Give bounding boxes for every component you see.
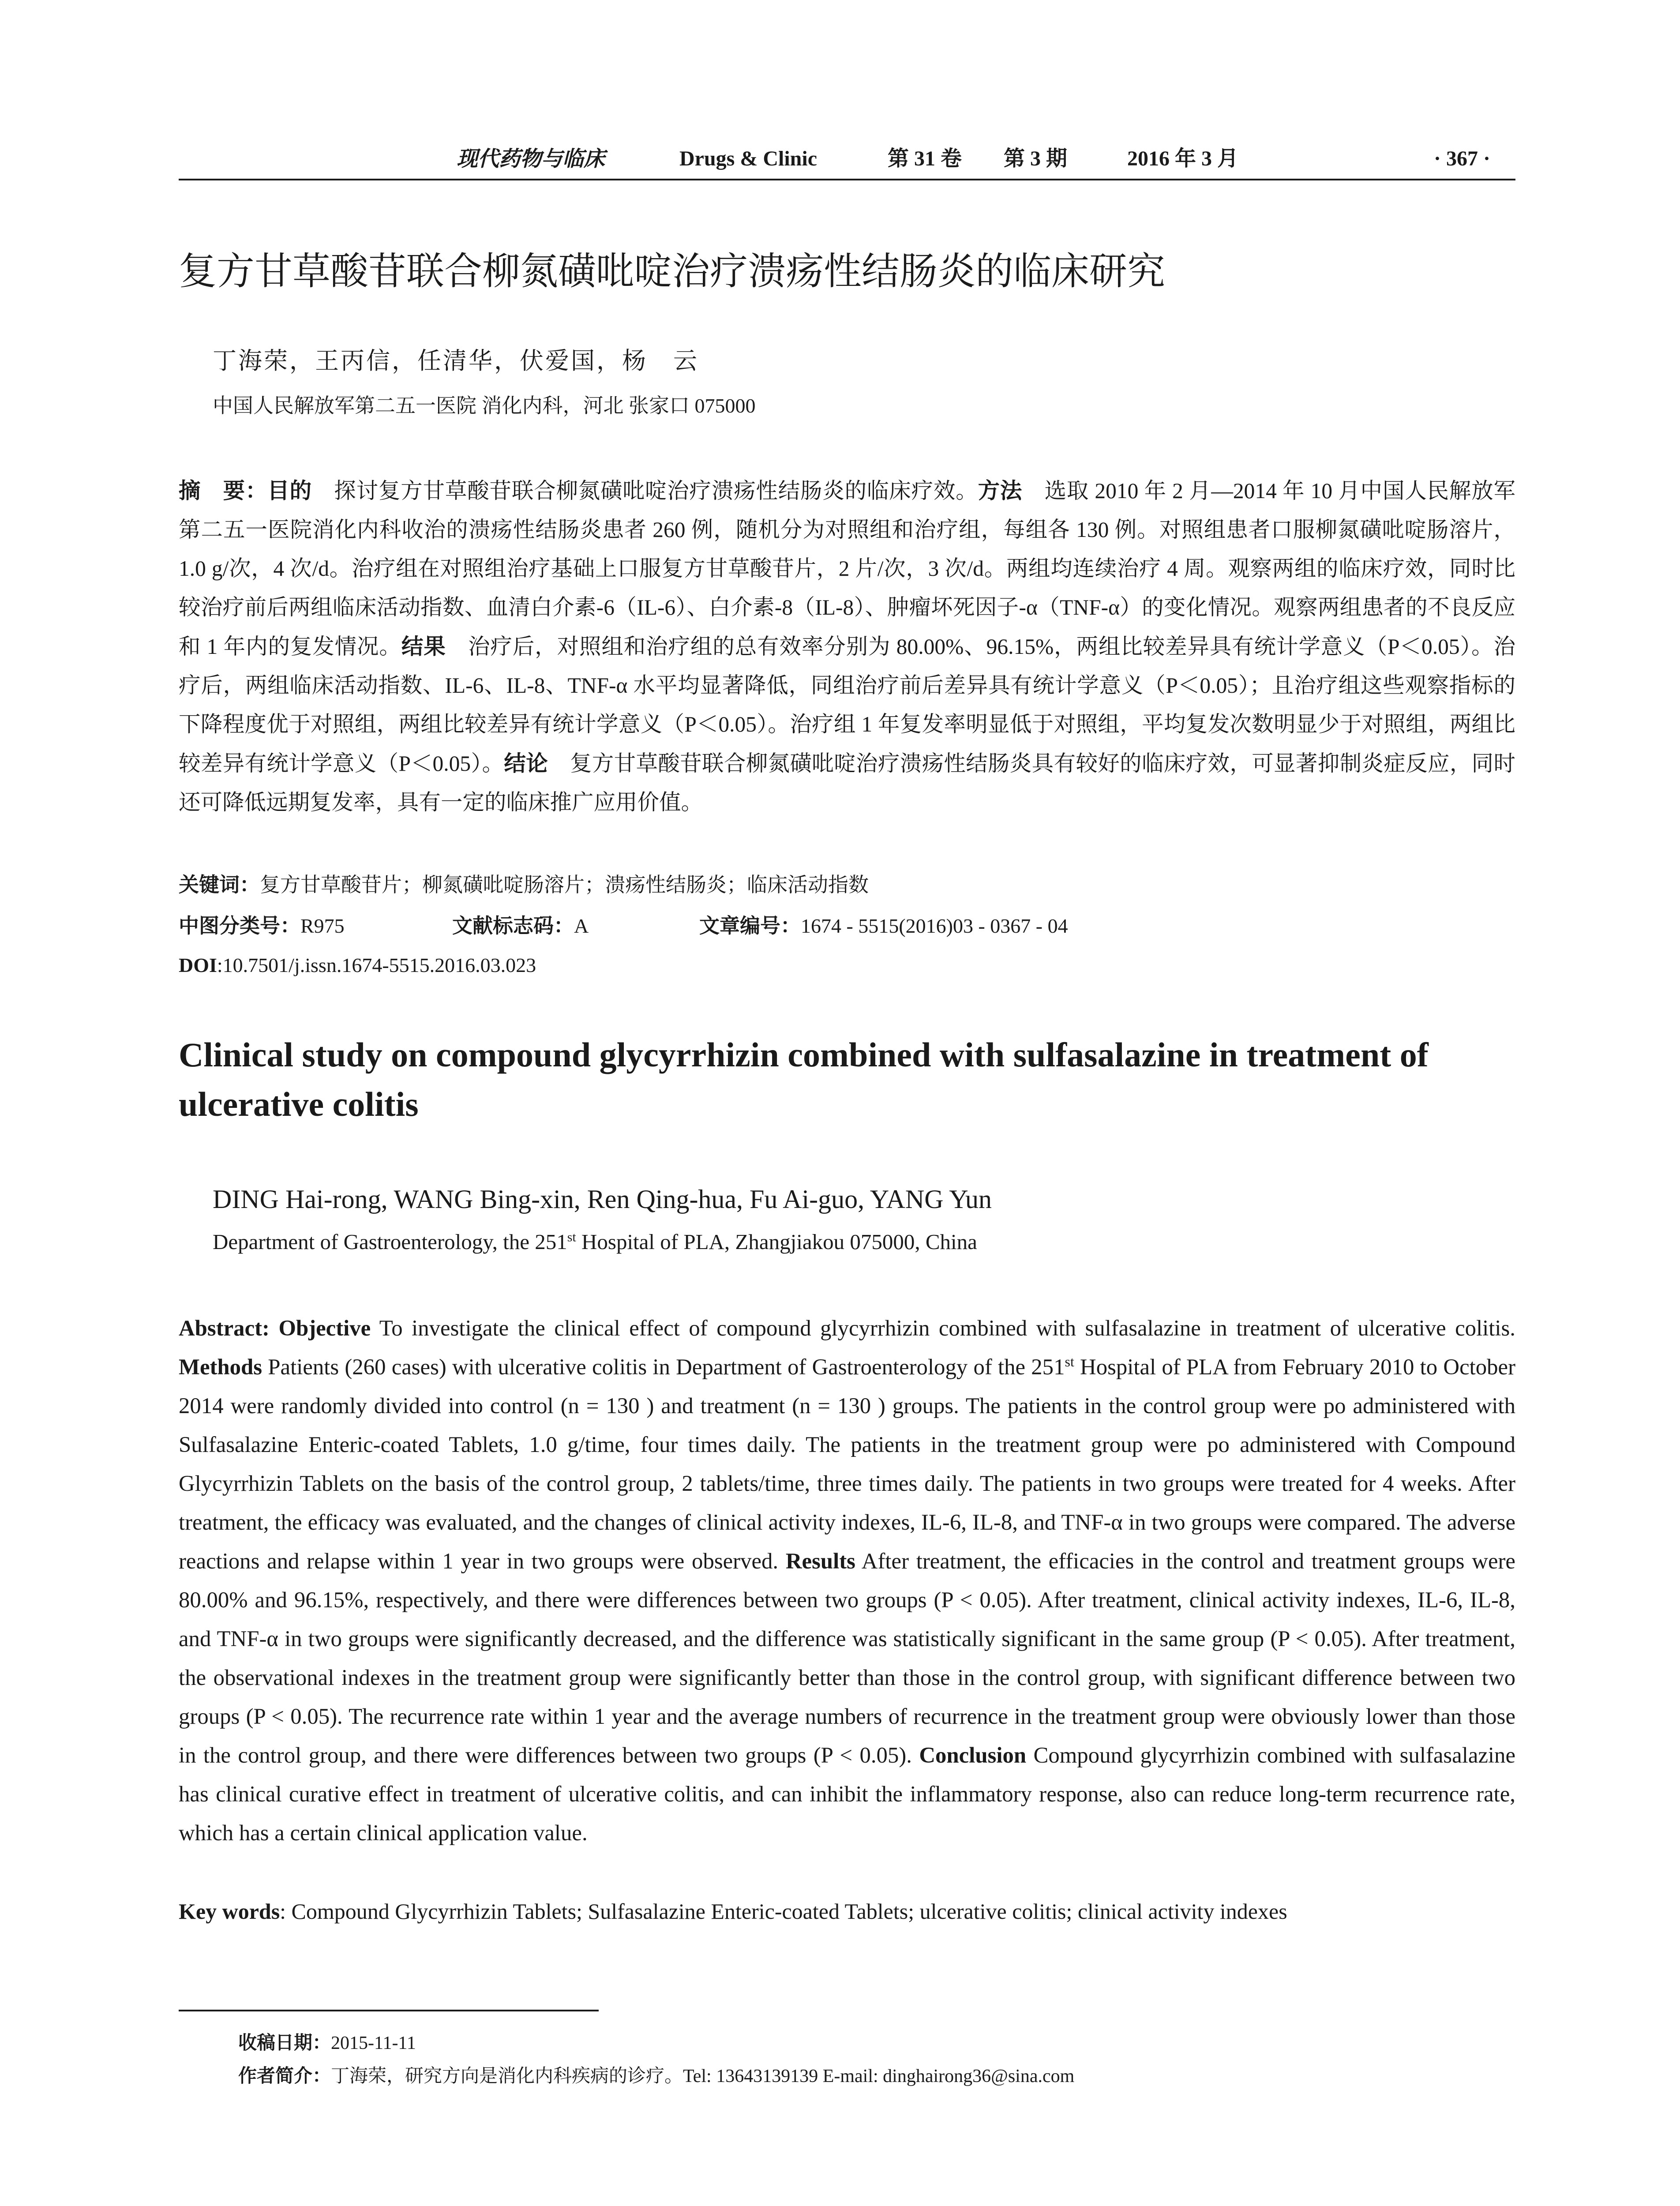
article-no-value: 1674 - 5515(2016)03 - 0367 - 04 bbox=[801, 915, 1068, 937]
results-label-cn: 结果 bbox=[401, 634, 446, 659]
objective-label-cn: 目的 bbox=[267, 478, 312, 503]
author-info-value: 丁海荣，研究方向是消化内科疾病的诊疗。Tel: 13643139139 E-mail: dinghairong36@sina.com bbox=[331, 2066, 1075, 2086]
keywords-cn bbox=[179, 867, 869, 903]
conclusion-text-en: Compound glycyrrhizin combined with sulfasalazine has clinical curative effect in treatment of ulcerative colitis, and can inhibit the inflammatory response, also can reduce long-term recurrence rate, which has a certain clinical application value. bbox=[179, 1743, 1515, 1845]
objective-text-cn: 探讨复方甘草酸苷联合柳氮磺吡啶治疗溃疡性结肠炎的临床疗效。 bbox=[311, 479, 978, 503]
keywords-cn-value: 复方甘草酸苷片；柳氮磺吡啶肠溶片；溃疡性结肠炎；临床活动指数 bbox=[260, 874, 869, 896]
title-cn: 复方甘草酸苷联合柳氮磺吡啶治疗溃疡性结肠炎的临床研究 bbox=[179, 249, 1165, 293]
doi-label: DOI bbox=[179, 954, 217, 976]
doc-code-label: 文献标志码： bbox=[452, 914, 574, 938]
doi-line bbox=[179, 948, 536, 983]
title-en: Clinical study on compound glycyrrhizin combined with sulfasalazine in treatment of ulcerative colitis bbox=[179, 1035, 1429, 1123]
keywords-en-value: : Compound Glycyrrhizin Tablets; Sulfasalazine Enteric-coated Tablets; ulcerative colitis; clinical activity indexes bbox=[280, 1899, 1287, 1924]
journal-name-en: Drugs & Clinic bbox=[679, 147, 817, 170]
authors-cn: 丁海荣，王丙信，任清华，伏爱国，杨 云 bbox=[213, 348, 699, 374]
methods-text-en-b: Hospital of PLA from February 2010 to October 2014 were randomly divided into control (n = 130 ) and treatment (n = 130 ) groups. The patients in the control group were po administered with Sulfasalazine Enteric-coated Tablets, 1.0 g/time, four times daily. The patients in the treatment group were po administered with Compound Glycyrrhizin Tablets on the basis of the control group, 2 tablets/time, three times daily. The patients in two groups were treated for 4 weeks. After treatment, the efficacy was evaluated, and the changes of clinical activity indexes, IL-6, IL-8, and TNF-α in two groups were compared. The adverse reactions and relapse within 1 year in two groups were observed. bbox=[179, 1354, 1515, 1573]
footnote-rule bbox=[179, 2010, 599, 2011]
conclusion-text-cn: 复方甘草酸苷联合柳氮磺吡啶治疗溃疡性结肠炎具有较好的临床疗效，可显著抑制炎症反应，同时还可降低远期复发率，具有一定的临床推广应用价值。 bbox=[179, 751, 1516, 814]
abstract-en-label: Abstract: bbox=[179, 1316, 270, 1340]
results-text-cn: 治疗后，对照组和治疗组的总有效率分别为 80.00%、96.15%，两组比较差异具有统计学意义（P＜0.05）。治疗后，两组临床活动指数、IL-6、IL-8、TNF-α 水平均显著降低，同组治疗前后差异具有统计学意义（P＜0.05）；且治疗组这些观察指标的下降程度优于对照组，两组比较差异有统计学意义（P＜0.05）。治疗组 1 年复发率明显低于对照组，平均复发次数明显少于对照组，两组比较差异有统计学意义（P＜0.05）。 bbox=[179, 634, 1516, 776]
article-no-field bbox=[699, 908, 1068, 944]
issue-date: 2016 年 3 月 bbox=[1127, 147, 1239, 170]
affiliation-en-sup: st bbox=[567, 1230, 576, 1245]
doc-code-value: A bbox=[574, 915, 589, 937]
methods-text-en-a: Patients (260 cases) with ulcerative colitis in Department of Gastroenterology of the 251 bbox=[262, 1354, 1065, 1379]
received-value: 2015-11-11 bbox=[331, 2033, 416, 2053]
doi-value: :10.7501/j.issn.1674-5515.2016.03.023 bbox=[217, 954, 536, 976]
volume-label: 第 31 卷 bbox=[888, 147, 962, 170]
affiliation-en bbox=[213, 1224, 977, 1260]
conclusion-label-en: Conclusion bbox=[919, 1743, 1027, 1767]
article-no-label: 文章编号： bbox=[699, 914, 801, 938]
journal-name-cn: 现代药物与临床 bbox=[457, 146, 605, 171]
objective-label-en: Objective bbox=[278, 1316, 371, 1340]
clc-value: R975 bbox=[300, 915, 345, 937]
keywords-en bbox=[179, 1892, 1287, 1931]
methods-label-en: Methods bbox=[179, 1354, 262, 1379]
author-info bbox=[238, 2060, 1074, 2092]
affiliation-cn: 中国人民解放军第二五一医院 消化内科，河北 张家口 075000 bbox=[213, 394, 756, 417]
conclusion-label-cn: 结论 bbox=[504, 750, 548, 776]
doc-code-field bbox=[452, 908, 699, 944]
abstract-cn bbox=[179, 471, 1515, 822]
received-label: 收稿日期： bbox=[238, 2032, 331, 2053]
methods-sup-en: st bbox=[1065, 1354, 1074, 1370]
author-info-label: 作者简介： bbox=[238, 2065, 331, 2086]
keywords-en-label: Key words bbox=[179, 1899, 280, 1924]
results-text-en: After treatment, the efficacies in the control and treatment groups were 80.00% and 96.15%, respectively, and there were differences between two groups (P < 0.05). After treatment, clinical activity indexes, IL-6, IL-8, and TNF-α in two groups were significantly decreased, and the difference was statistically significant in the same group (P < 0.05). After treatment, the observational indexes in the treatment group were significantly better than those in the control group, with significant difference between two groups (P < 0.05). The recurrence rate within 1 year and the average numbers of recurrence in the treatment group were obviously lower than those in the control group, and there were differences between two groups (P < 0.05). bbox=[179, 1549, 1515, 1767]
abstract-en bbox=[179, 1309, 1515, 1852]
authors-en: DING Hai-rong, WANG Bing-xin, Ren Qing-hua, Fu Ai-guo, YANG Yun bbox=[213, 1185, 992, 1214]
clc-label: 中图分类号： bbox=[179, 914, 300, 938]
page-number: · 367 · bbox=[1434, 147, 1491, 170]
issue-label: 第 3 期 bbox=[1004, 147, 1068, 170]
running-header bbox=[179, 140, 1515, 176]
results-label-en: Results bbox=[785, 1549, 855, 1573]
clc-field bbox=[179, 908, 452, 944]
affiliation-en-part2: Hospital of PLA, Zhangjiakou 075000, China bbox=[576, 1230, 977, 1254]
affiliation-en-part1: Department of Gastroenterology, the 251 bbox=[213, 1230, 567, 1254]
methods-label-cn: 方法 bbox=[978, 478, 1023, 503]
classification-line bbox=[179, 908, 1068, 944]
received-date bbox=[238, 2027, 416, 2059]
keywords-cn-label: 关键词： bbox=[179, 873, 260, 897]
header-rule bbox=[179, 179, 1515, 180]
objective-text-en: To investigate the clinical effect of compound glycyrrhizin combined with sulfasalazine in treatment of ulcerative colitis. bbox=[371, 1316, 1515, 1340]
abstract-cn-label: 摘 要： bbox=[179, 478, 268, 503]
methods-text-cn: 选取 2010 年 2 月—2014 年 10 月中国人民解放军第二五一医院消化内科收治的溃疡性结肠炎患者 260 例，随机分为对照组和治疗组，每组各 130 例。对照组患者口服柳氮磺吡啶肠溶片，1.0 g/次，4 次/d。治疗组在对照组治疗基础上口服复方甘草酸苷片，2 片/次，3 次/d。两组均连续治疗 4 周。观察两组的临床疗效，同时比较治疗前后两组临床活动指数、血清白介素-6（IL-6）、白介素-8（IL-8）、肿瘤坏死因子-α（TNF-α）的变化情况。观察两组患者的不良反应和 1 年内的复发情况。 bbox=[179, 479, 1516, 659]
